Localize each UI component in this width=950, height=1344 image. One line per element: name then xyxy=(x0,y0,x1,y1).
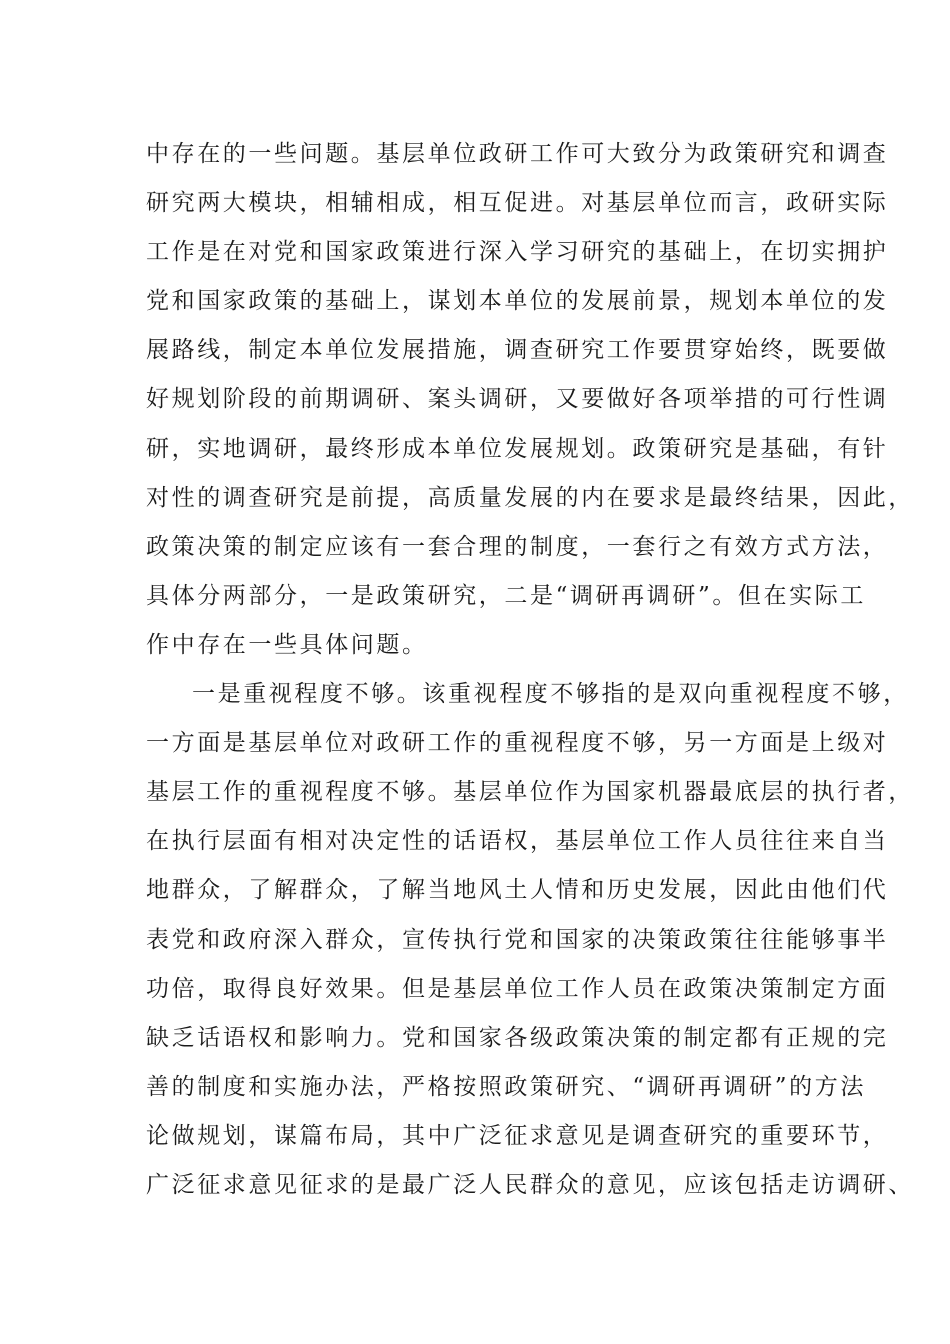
text-line: 政策决策的制定应该有一套合理的制度，一套行之有效方式方法， xyxy=(146,533,889,560)
text-line: 功倍，取得良好效果。但是基层单位工作人员在政策决策制定方面 xyxy=(146,975,889,1002)
text-line: 展路线，制定本单位发展措施，调查研究工作要贯穿始终，既要做 xyxy=(146,337,889,364)
text-line: 中存在的一些问题。基层单位政研工作可大致分为政策研究和调查 xyxy=(146,141,889,167)
text-line: 好规划阶段的前期调研、案头调研，又要做好各项举措的可行性调 xyxy=(146,386,889,413)
text-line: 一方面是基层单位对政研工作的重视程度不够，另一方面是上级对 xyxy=(146,730,889,757)
text-line: 广泛征求意见征求的是最广泛人民群众的意见，应该包括走访调研、 xyxy=(146,1171,914,1198)
text-line: 善的制度和实施办法，严格按照政策研究、“调研再调研”的方法 xyxy=(146,1073,866,1100)
text-line: 基层工作的重视程度不够。基层单位作为国家机器最底层的执行者， xyxy=(146,779,914,806)
text-line-indented: 一是重视程度不够。该重视程度不够指的是双向重视程度不够， xyxy=(192,681,909,708)
text-line: 论做规划，谋篇布局，其中广泛征求意见是调查研究的重要环节， xyxy=(146,1122,889,1149)
text-line: 地群众，了解群众，了解当地风土人情和历史发展，因此由他们代 xyxy=(146,877,889,904)
text-line: 党和国家政策的基础上，谋划本单位的发展前景，规划本单位的发 xyxy=(146,288,889,315)
text-line: 对性的调查研究是前提，高质量发展的内在要求是最终结果，因此， xyxy=(146,484,914,511)
body-text xyxy=(146,130,914,1210)
text-line: 缺乏话语权和影响力。党和国家各级政策决策的制定都有正规的完 xyxy=(146,1024,889,1051)
text-line: 在执行层面有相对决定性的话语权，基层单位工作人员往往来自当 xyxy=(146,828,889,855)
text-line: 具体分两部分，一是政策研究，二是“调研再调研”。但在实际工 xyxy=(146,582,866,609)
text-line: 表党和政府深入群众，宣传执行党和国家的决策政策往往能够事半 xyxy=(146,926,889,953)
text-line: 研究两大模块，相辅相成，相互促进。对基层单位而言，政研实际 xyxy=(146,190,889,217)
text-line: 作中存在一些具体问题。 xyxy=(146,631,428,658)
text-line: 研，实地调研，最终形成本单位发展规划。政策研究是基础，有针 xyxy=(146,435,889,462)
text-line: 工作是在对党和国家政策进行深入学习研究的基础上，在切实拥护 xyxy=(146,239,889,266)
